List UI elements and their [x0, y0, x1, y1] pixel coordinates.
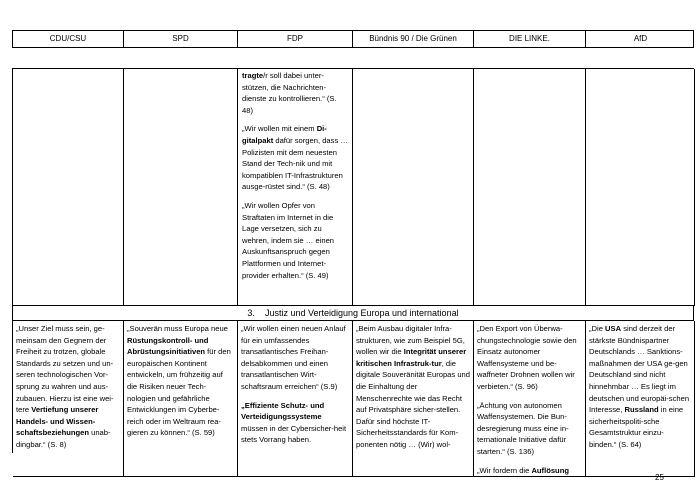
cell-fdp-continued	[238, 69, 353, 306]
party-header-row	[12, 30, 694, 48]
header-linke: DIE LINKE.	[474, 31, 586, 47]
fdp-bold-text: Di-gitalpakt	[242, 124, 327, 145]
cdu-bold-text: Vertiefung unserer Handels- und Wissen-schaftsbeziehungen	[16, 405, 99, 438]
cell-fdp	[238, 321, 353, 477]
gruene-text: , die digitale Souveränität Europas und die Einhaltung der Menschenrechte wie das Recht auf Privatsphäre sicher-stellen. Dafür sind höchste IT-Sicherheitsstandards für Kom-ponenten nötig … (Wir) wol-	[356, 358, 470, 449]
section-number: 3.	[247, 308, 255, 318]
header-spd: SPD	[124, 31, 238, 47]
afd-text: „Die	[589, 324, 606, 333]
table-row-continued	[12, 68, 694, 306]
fdp-paragraph-3: „Wir wollen Opfer von Straftaten im Internet in die Lage versetzen, sich zu wehren, indem sie … einen Auskunftsanspruch gegen Plattformen und Internet-provider erhalten.“ (S. 49)	[242, 200, 335, 280]
linke-bold-text: Auflösung	[531, 465, 569, 475]
fdp-text: dafür sorgen, dass … Polizisten mit dem neuesten Stand der Tech-nik und mit kompatiblen IT-Infrastrukturen ausge-rüstet sind.“ (S. 48)	[242, 135, 348, 192]
header-gruene: Bündnis 90 / Die Grünen	[353, 31, 474, 47]
cell-spd-empty	[124, 69, 238, 306]
linke-text: „Wir fordern die	[477, 465, 532, 475]
fdp-bold-text: tragte	[242, 71, 264, 80]
gruene-bold-text: Integrität unserer kritischen Infrastruk-tur	[356, 347, 467, 368]
cell-linke-empty	[474, 69, 586, 306]
afd-text: sind derzeit der stärkste Bündnispartner Deutschlands … Sanktions-maßnahmen der USA ge-gen Deutschland sind nicht hinnehmbar … Es liegt im deutschen und europäi-schen Interesse,	[589, 324, 690, 415]
spd-text: „Souverän muss Europa neue	[127, 324, 228, 333]
cell-afd	[586, 321, 695, 477]
cell-afd-empty	[586, 69, 695, 306]
fdp-text: „Wir wollen mit einem	[242, 124, 317, 134]
fdp-paragraph-2	[242, 123, 349, 193]
table-row-section-3	[12, 321, 694, 475]
linke-quote-2: „Ächtung von autonomen Waffensystemen. Die Bun-desregierung muss eine in-ternationale Initiative dafür starten.“ (S. 136)	[477, 400, 569, 456]
page-number: 25	[655, 473, 664, 482]
linke-quote-3	[477, 465, 582, 477]
afd-bold-text: Russland	[624, 405, 659, 415]
afd-bold-text: USA	[605, 324, 622, 333]
cell-cdu-csu	[13, 321, 124, 477]
section-title: Justiz und Verteidigung Europa und international	[264, 308, 459, 318]
fdp-quote-2	[241, 400, 349, 446]
cell-spd	[124, 321, 238, 477]
header-afd: AfD	[633, 34, 648, 43]
cell-linke	[474, 321, 586, 477]
cell-gruene-empty	[353, 69, 474, 306]
comparison-table	[12, 68, 694, 475]
fdp-quote-1: „Wir wollen einen neuen Anlauf für ein umfassendes transatlantisches Freihan-delsabkommen und einen transatlantischen Wirt-schaftsraum erreichen“ (S.9)	[241, 324, 346, 391]
header-cdu-csu: CDU/CSU	[13, 31, 124, 47]
cell-cdu-empty	[13, 69, 124, 306]
fdp-text: müssen in der Cybersicher-heit stets Vorrang haben.	[241, 423, 347, 445]
fdp-paragraph-1	[242, 70, 349, 116]
gruene-text: „Beim Ausbau digitaler Infra-strukturen, wie zum Beispiel 5G, wollen wir die	[356, 324, 465, 357]
fdp-bold-text: „Effiziente Schutz- und Verteidigungssysteme	[241, 400, 325, 422]
spd-bold-text: Rüstungskontroll- und Abrüstungsinitiativen	[127, 335, 209, 357]
cdu-text: „Unser Ziel muss sein, ge-meinsam den Gegnern der Freiheit zu trotzen, globale Standards zu setzen und un-seren technologischen Vor-sprung zu wahren und aus-zubauen. Hierzu ist eine wei-tere	[16, 324, 114, 415]
cell-gruene	[353, 321, 474, 477]
section-heading	[12, 306, 694, 321]
fdp-text: /r soll dabei unter-stützen, die Nachrichten-dienste zu kontrollieren.“ (S. 48)	[242, 71, 337, 115]
cdu-text: unab-dingbar.“ (S. 8)	[16, 428, 111, 449]
linke-quote-1: „Den Export von Überwa-chungstechnologie sowie den Einsatz autonomer Waffensysteme und be-waffneter Drohnen wollen wir verbieten.“ (S. 96)	[477, 324, 577, 391]
afd-text: in eine sicherheitspoliti-sche Gesamtstruktur einzu-binden.“ (S. 64)	[589, 405, 684, 449]
spd-text: für den europäischen Kontinent entwickeln, um frühzeitig auf die Risiken neuer Tech-nologien und gefährliche Entwicklungen im Cyberbe-reich oder im Weltraum rea-gieren zu können.“ (S. 59)	[127, 347, 231, 438]
header-fdp: FDP	[238, 31, 353, 47]
